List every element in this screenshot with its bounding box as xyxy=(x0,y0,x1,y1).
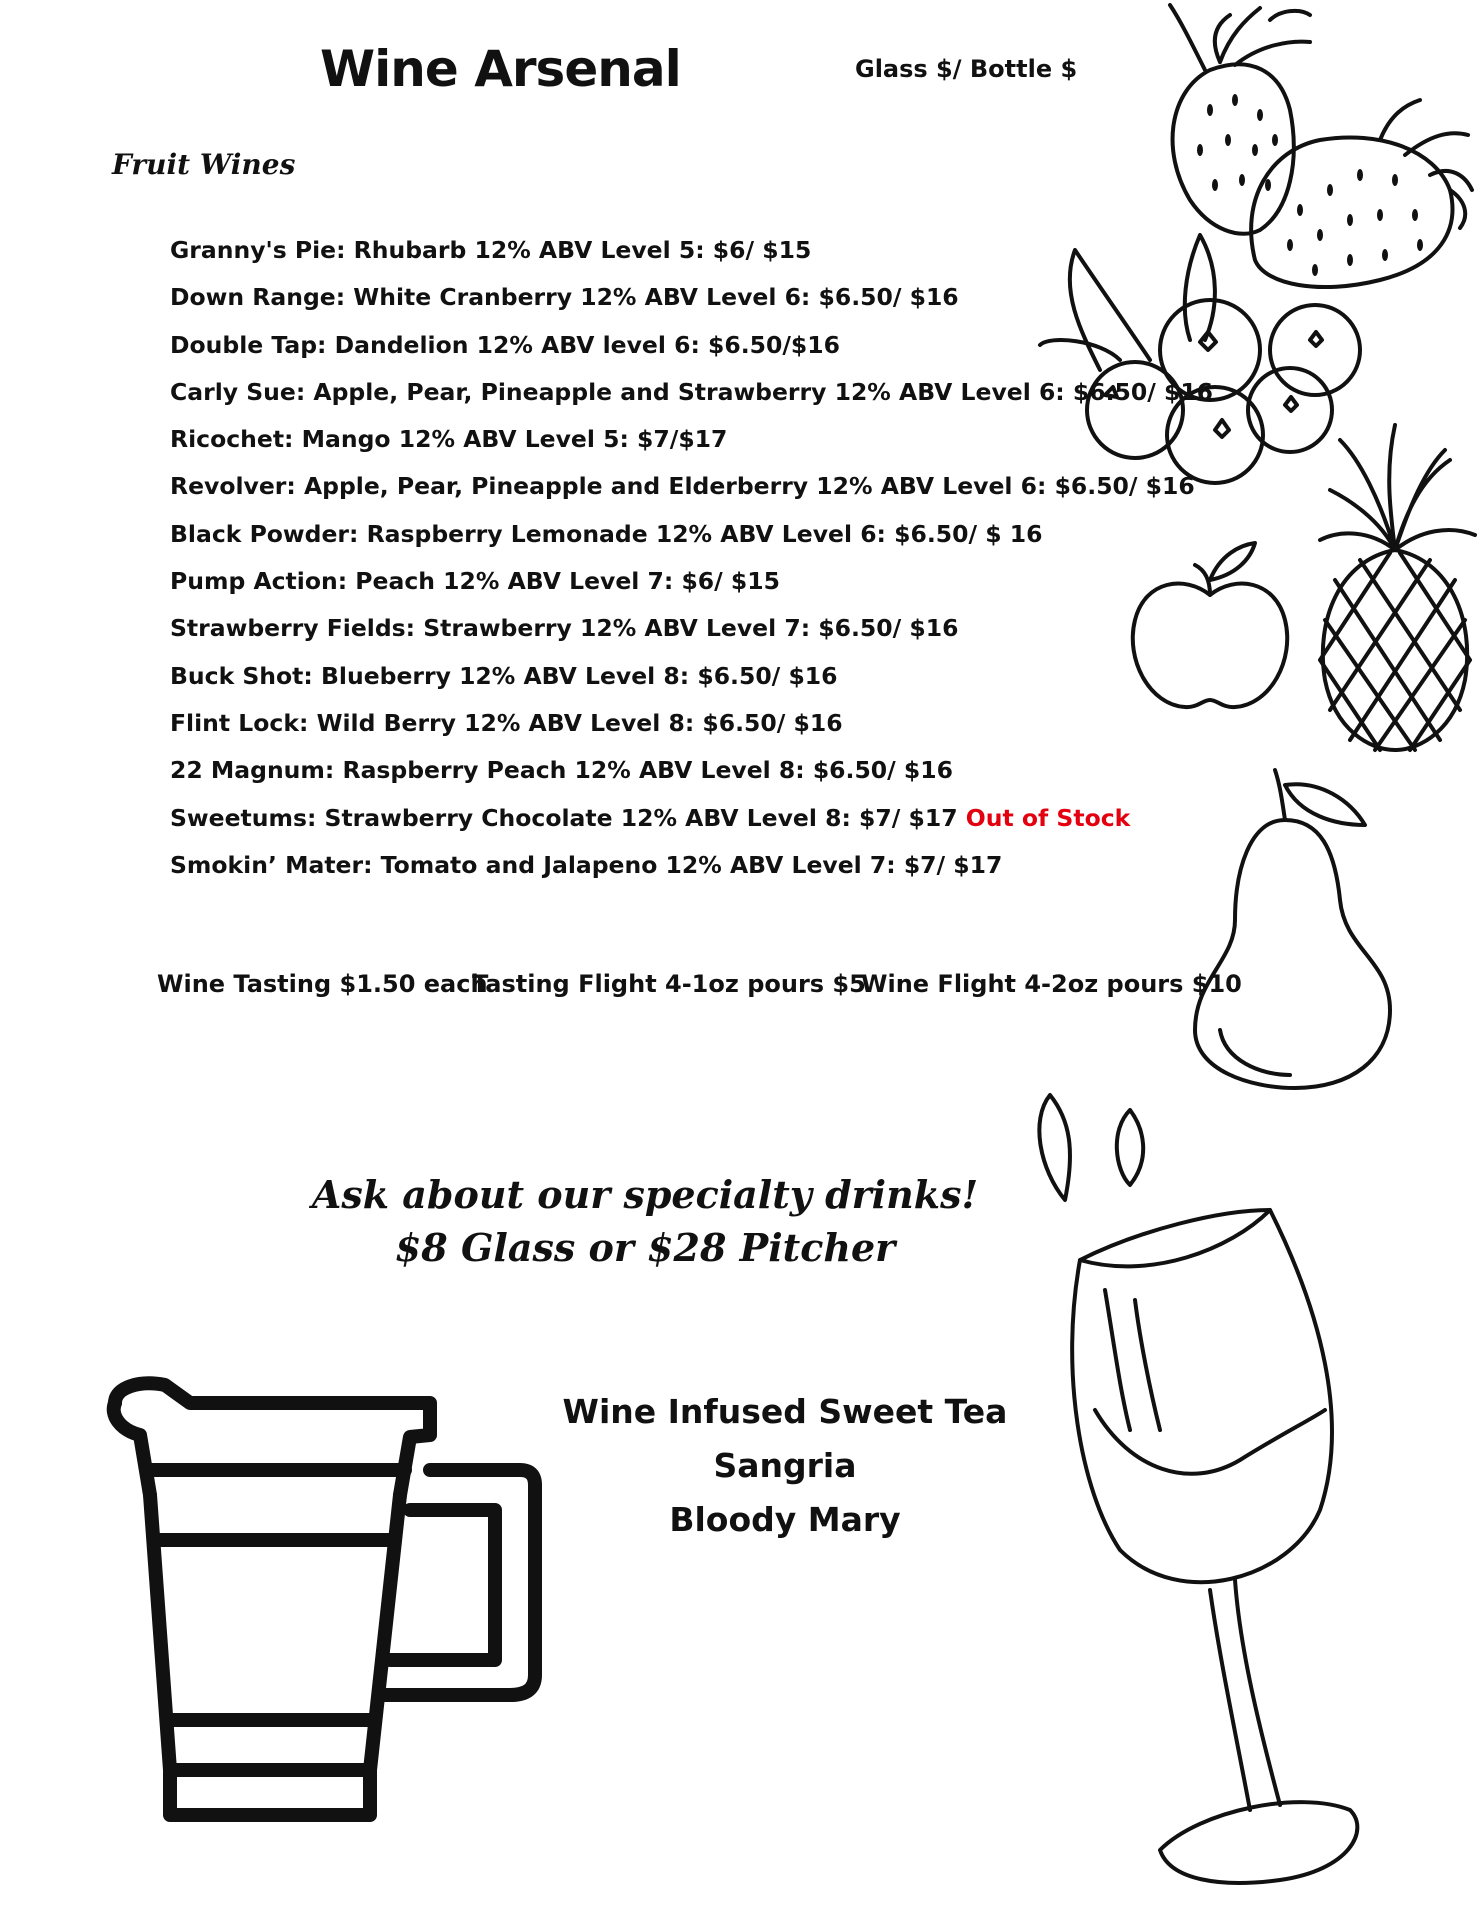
promo-line-2: $8 Glass or $28 Pitcher xyxy=(394,1225,896,1270)
wine-text: Black Powder: Raspberry Lemonade 12% ABV Level 6: $6.50/ $ 16 xyxy=(170,519,1043,548)
wine-item xyxy=(170,558,1213,605)
pricing-header: Glass $/ Bottle $ xyxy=(855,55,1078,83)
specialty-drink: Wine Infused Sweet Tea xyxy=(562,1392,1008,1431)
wine-text: Sweetums: Strawberry Chocolate 12% ABV Level 8: $7/ $17 xyxy=(170,803,958,832)
specialty-drinks-list xyxy=(540,1385,1030,1547)
wine-text: Ricochet: Mango 12% ABV Level 5: $7/$17 xyxy=(170,425,728,454)
out-of-stock-badge: Out of Stock xyxy=(965,803,1131,832)
promo-line-1: Ask about our specialty drinks! xyxy=(311,1172,979,1217)
wine-item xyxy=(170,700,1213,747)
specialty-drink: Bloody Mary xyxy=(669,1500,901,1539)
wine-item xyxy=(170,795,1213,842)
specialty-drink: Sangria xyxy=(713,1446,857,1485)
pear-icon xyxy=(1190,760,1410,1090)
wine-text: Strawberry Fields: Strawberry 12% ABV Level 7: $6.50/ $16 xyxy=(170,614,959,643)
pineapple-icon xyxy=(1310,420,1480,750)
wine-item xyxy=(170,747,1213,794)
wine-item xyxy=(170,605,1213,652)
section-title: Fruit Wines xyxy=(112,148,296,181)
pitcher-icon xyxy=(100,1375,550,1835)
wine-item xyxy=(170,653,1213,700)
apple-icon xyxy=(1125,535,1295,715)
wine-item xyxy=(170,511,1213,558)
wine-text: Flint Lock: Wild Berry 12% ABV Level 8: $6.50/ $16 xyxy=(170,708,843,737)
page-title: Wine Arsenal xyxy=(320,40,681,98)
tasting-flight-price: Tasting Flight 4-1oz pours $5 xyxy=(472,970,866,998)
wine-tasting-price: Wine Tasting $1.50 each xyxy=(157,970,488,998)
wine-glass-icon xyxy=(1020,1090,1420,1890)
wine-text: Revolver: Apple, Pear, Pineapple and Elderberry 12% ABV Level 6: $6.50/ $16 xyxy=(170,472,1195,501)
wine-text: Carly Sue: Apple, Pear, Pineapple and Strawberry 12% ABV Level 6: $6.50/ $16 xyxy=(170,377,1214,406)
wine-flight-price: Wine Flight 4-2oz pours $10 xyxy=(861,970,1242,998)
wine-text: Down Range: White Cranberry 12% ABV Level 6: $6.50/ $16 xyxy=(170,283,959,312)
wine-text: Smokin’ Mater: Tomato and Jalapeno 12% ABV Level 7: $7/ $17 xyxy=(170,850,1003,879)
wine-text: Pump Action: Peach 12% ABV Level 7: $6/ $15 xyxy=(170,567,780,596)
wine-text: Buck Shot: Blueberry 12% ABV Level 8: $6.50/ $16 xyxy=(170,661,838,690)
wine-item xyxy=(170,842,1213,889)
wine-text: Granny's Pie: Rhubarb 12% ABV Level 5: $6/ $15 xyxy=(170,236,812,264)
wine-text: Double Tap: Dandelion 12% ABV level 6: $6.50/$16 xyxy=(170,330,840,359)
wine-text: 22 Magnum: Raspberry Peach 12% ABV Level 8: $6.50/ $16 xyxy=(170,756,953,785)
